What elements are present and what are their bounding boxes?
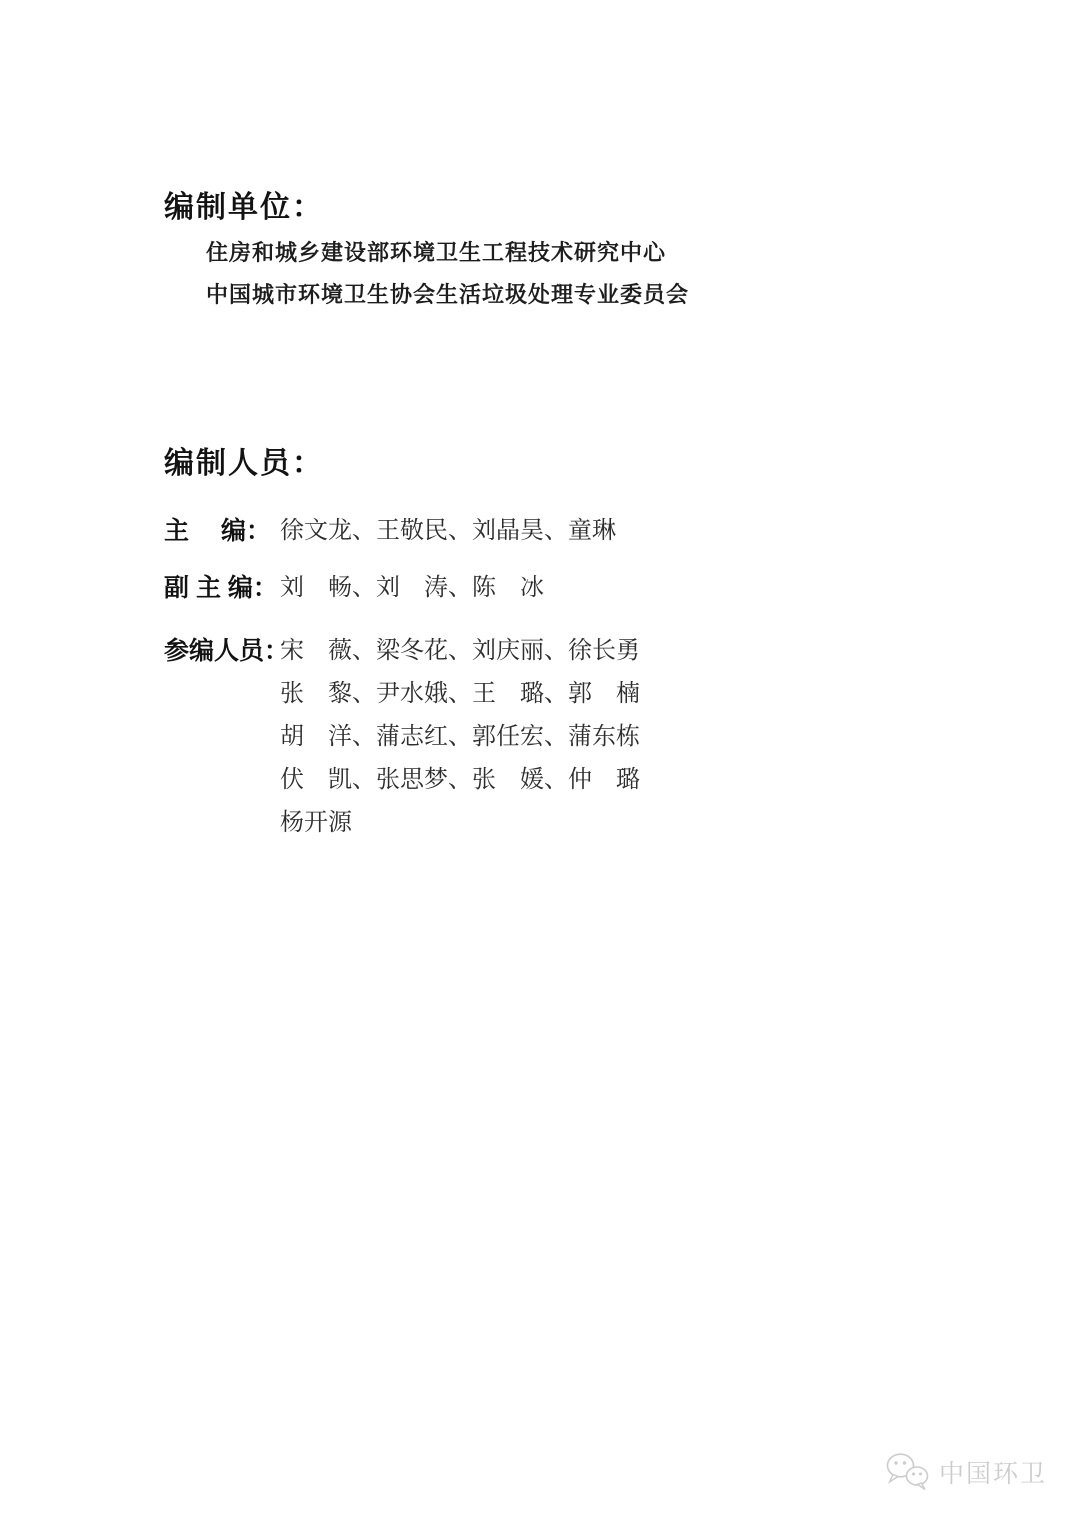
wechat-icon — [884, 1452, 932, 1492]
role-label: 副 主 编： — [164, 574, 278, 602]
role-row-chief-editor — [164, 510, 616, 553]
names-line: 宋 薇、梁冬花、刘庆丽、徐长勇 — [280, 638, 640, 664]
organization-line: 中国城市环境卫生协会生活垃圾处理专业委员会 — [206, 282, 690, 307]
role-row-contributors — [164, 630, 640, 845]
names-line: 杨开源 — [280, 810, 352, 836]
names-line: 张 黎、尹水娥、王 璐、郭 楠 — [280, 681, 640, 707]
role-names — [280, 510, 616, 553]
unit-organization-list — [206, 232, 689, 316]
role-label: 主 编： — [164, 517, 271, 545]
names-line: 徐文龙、王敬民、刘晶昊、童琳 — [280, 518, 616, 544]
role-names — [280, 567, 544, 610]
unit-section-heading: 编制单位： — [164, 191, 324, 224]
organization-line: 住房和城乡建设部环境卫生工程技术研究中心 — [206, 240, 667, 265]
names-line: 胡 洋、蒲志红、郭任宏、蒲东栋 — [280, 724, 640, 750]
watermark-label: 中国环卫 — [939, 1460, 1048, 1488]
names-line: 伏 凯、张思梦、张 媛、仲 璐 — [280, 767, 640, 793]
names-line: 刘 畅、刘 涛、陈 冰 — [280, 575, 544, 601]
channel-watermark — [884, 1452, 1047, 1492]
personnel-section-heading: 编制人员： — [164, 447, 324, 480]
role-label: 参编人员： — [164, 637, 290, 665]
role-names — [280, 630, 640, 845]
role-row-deputy-editors — [164, 567, 544, 610]
